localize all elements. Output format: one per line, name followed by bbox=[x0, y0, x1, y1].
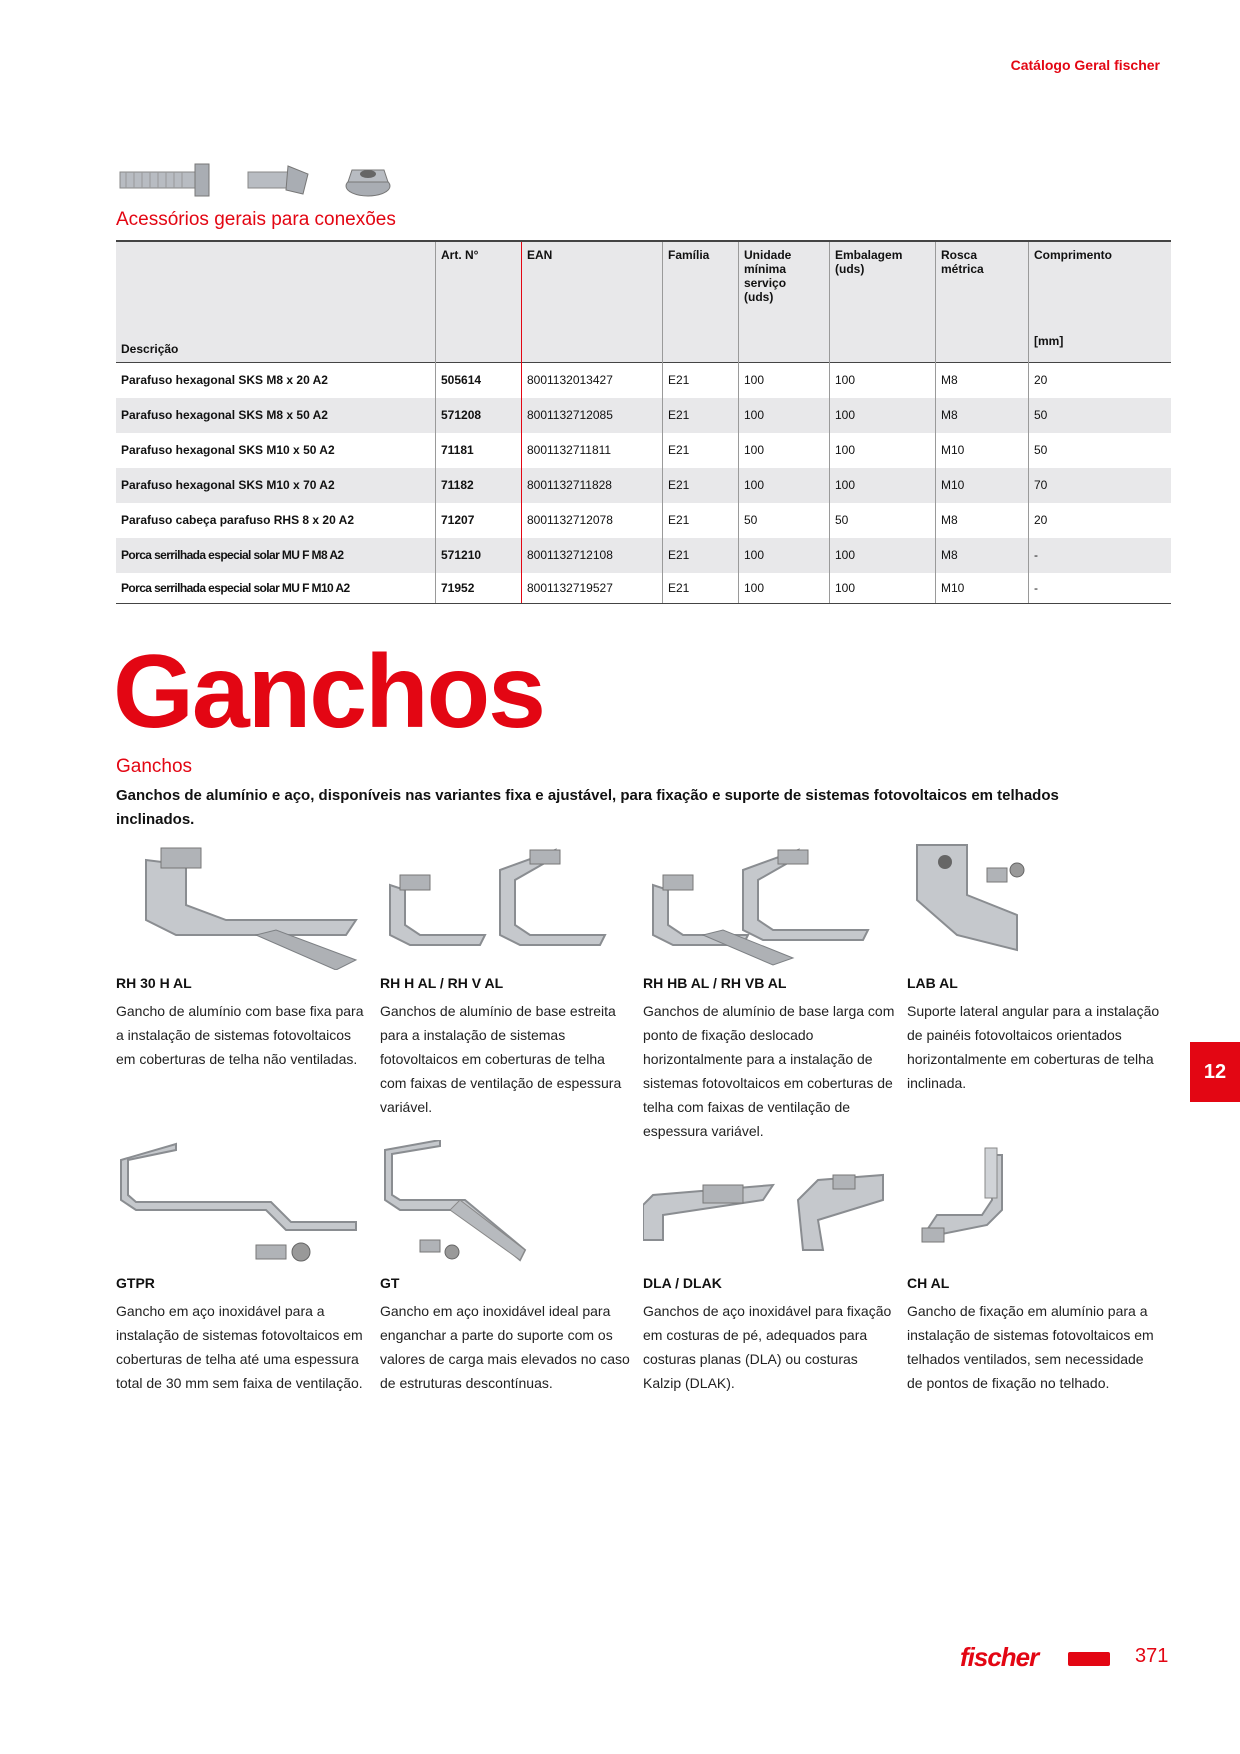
table-row bbox=[116, 538, 1171, 573]
cell-min-unit: 100 bbox=[739, 362, 830, 398]
cell-description: Parafuso cabeça parafuso RHS 8 x 20 A2 bbox=[121, 513, 354, 527]
col-header-min-unit-label: Unidade mínima serviço (uds) bbox=[744, 248, 792, 304]
product-image bbox=[380, 840, 635, 975]
accessories-illustration bbox=[118, 160, 418, 200]
cell-description: Parafuso hexagonal SKS M8 x 20 A2 bbox=[121, 373, 328, 387]
cell-packaging: 100 bbox=[830, 468, 936, 503]
cell-description: Porca serrilhada especial solar MU F M10 A2 bbox=[116, 573, 436, 604]
cell-packaging: 100 bbox=[830, 573, 936, 604]
product-image bbox=[907, 1140, 1162, 1275]
accessories-section-title: Acessórios gerais para conexões bbox=[116, 209, 396, 230]
table-row bbox=[116, 433, 1171, 468]
cell-description: Parafuso hexagonal SKS M10 x 70 A2 bbox=[116, 468, 436, 503]
table-row bbox=[116, 503, 1171, 538]
cell-packaging: 100 bbox=[830, 398, 936, 433]
product-name: CH AL bbox=[907, 1275, 950, 1291]
steel-hook-image bbox=[116, 1140, 366, 1270]
cell-art-number: 571210 bbox=[436, 538, 522, 573]
cell-min-unit: 100 bbox=[739, 398, 830, 433]
cell-min-unit: 100 bbox=[739, 433, 830, 468]
chapter-tab[interactable]: 12 bbox=[1190, 1042, 1240, 1102]
product-rh30hal bbox=[116, 840, 371, 1071]
product-name: GT bbox=[380, 1275, 400, 1291]
cell-thread: M10 bbox=[936, 468, 1029, 503]
product-name: RH HB AL / RH VB AL bbox=[643, 975, 787, 991]
cell-length: 20 bbox=[1029, 362, 1172, 398]
cell-thread: M8 bbox=[936, 538, 1029, 573]
cell-length: - bbox=[1029, 538, 1172, 573]
page-number: 371 bbox=[1135, 1645, 1169, 1667]
section-intro: Ganchos de alumínio e aço, disponíveis nas variantes fixa e ajustável, para fixação e suporte de sistemas fotovoltaicos em telhados inclinados. bbox=[116, 787, 1059, 828]
product-name: RH H AL / RH V AL bbox=[380, 975, 504, 991]
product-image bbox=[116, 840, 371, 975]
hammer-head-bolt-image bbox=[248, 166, 308, 194]
cell-packaging: 50 bbox=[830, 503, 936, 538]
product-description: Suporte lateral angular para a instalação de painéis fotovoltaicos orientados horizontalmente em coberturas de telha inclinada. bbox=[907, 1003, 1160, 1091]
product-description: Gancho em aço inoxidável ideal para enganchar a parte do suporte com os valores de carga mais elevados no caso de estruturas descontínuas. bbox=[380, 1303, 630, 1391]
cell-length: 50 bbox=[1029, 433, 1172, 468]
product-chal bbox=[907, 1140, 1162, 1395]
catalog-title: Catálogo Geral fischer bbox=[1010, 57, 1160, 73]
cell-length: - bbox=[1029, 573, 1172, 604]
product-image bbox=[643, 840, 898, 975]
section-subtitle: Ganchos bbox=[116, 756, 193, 777]
product-description: Gancho em aço inoxidável para a instalação de sistemas fotovoltaicos em coberturas de telha até uma espessura total de 30 mm sem faixa de ventilação. bbox=[116, 1303, 363, 1391]
cell-length: 50 bbox=[1029, 398, 1172, 433]
product-image bbox=[380, 1140, 635, 1275]
product-name: DLA / DLAK bbox=[643, 1275, 722, 1291]
cell-min-unit: 50 bbox=[739, 503, 830, 538]
cell-length: 70 bbox=[1029, 468, 1172, 503]
cell-min-unit: 100 bbox=[739, 538, 830, 573]
aluminium-hook-image bbox=[907, 1140, 1157, 1270]
cell-family: E21 bbox=[663, 573, 739, 604]
col-header-length bbox=[1029, 241, 1172, 362]
table-header-row bbox=[116, 241, 1171, 362]
angle-bracket-image bbox=[907, 840, 1157, 970]
product-gtpr bbox=[116, 1140, 371, 1395]
cell-family: E21 bbox=[663, 398, 739, 433]
cell-packaging: 100 bbox=[830, 538, 936, 573]
hex-bolt-image bbox=[120, 164, 209, 196]
cell-packaging: 100 bbox=[830, 362, 936, 398]
product-description: Ganchos de alumínio de base estreita para a instalação de sistemas fotovoltaicos em coberturas de telha com faixas de ventilação de espessura variável. bbox=[380, 1003, 622, 1115]
col-header-thread-label: Rosca métrica bbox=[941, 248, 984, 276]
cell-art-number: 505614 bbox=[436, 362, 522, 398]
col-header-thread bbox=[936, 241, 1029, 362]
cell-ean: 8001132711811 bbox=[522, 433, 663, 468]
product-image bbox=[643, 1140, 898, 1275]
product-dla-dlak bbox=[643, 1140, 898, 1395]
product-name: LAB AL bbox=[907, 975, 958, 991]
cell-ean: 8001132712078 bbox=[522, 503, 663, 538]
standing-seam-clamp-image bbox=[643, 1140, 893, 1270]
serrated-nut-image bbox=[346, 170, 390, 196]
cell-family: E21 bbox=[663, 468, 739, 503]
cell-thread: M8 bbox=[936, 362, 1029, 398]
cell-ean: 8001132711828 bbox=[522, 468, 663, 503]
col-header-art-number: Art. N° bbox=[436, 241, 522, 362]
product-description: Gancho de alumínio com base fixa para a instalação de sistemas fotovoltaicos em coberturas de telha não ventiladas. bbox=[116, 1003, 364, 1067]
cell-thread: M10 bbox=[936, 573, 1029, 604]
product-image bbox=[116, 1140, 371, 1275]
product-rhhbal-rhvbal bbox=[643, 840, 898, 1143]
chapter-heading: Ganchos bbox=[113, 634, 544, 750]
table-row bbox=[116, 468, 1171, 503]
col-header-packaging-label: Embalagem (uds) bbox=[835, 248, 903, 276]
col-header-ean: EAN bbox=[522, 241, 663, 362]
product-name: RH 30 H AL bbox=[116, 975, 192, 991]
steel-hook-image bbox=[380, 1140, 630, 1270]
table-row bbox=[116, 398, 1171, 433]
roof-hook-image bbox=[643, 840, 893, 970]
table-row bbox=[116, 362, 1171, 398]
col-header-family: Família bbox=[663, 241, 739, 362]
brand-logo: fischer bbox=[960, 1642, 1039, 1672]
col-header-min-unit bbox=[739, 241, 830, 362]
table-row bbox=[116, 573, 1171, 604]
cell-packaging: 100 bbox=[830, 433, 936, 468]
cell-family: E21 bbox=[663, 433, 739, 468]
product-labal bbox=[907, 840, 1162, 1095]
col-header-length-label: Comprimento bbox=[1034, 248, 1112, 262]
cell-length: 20 bbox=[1029, 503, 1172, 538]
cell-description: Parafuso hexagonal SKS M8 x 50 A2 bbox=[116, 398, 436, 433]
cell-thread: M10 bbox=[936, 433, 1029, 468]
cell-family: E21 bbox=[663, 503, 739, 538]
cell-ean: 8001132712085 bbox=[522, 398, 663, 433]
col-header-length-unit: [mm] bbox=[1034, 334, 1064, 348]
cell-art-number: 571208 bbox=[436, 398, 522, 433]
cell-ean: 8001132712108 bbox=[522, 538, 663, 573]
cell-thread: M8 bbox=[936, 398, 1029, 433]
cell-family: E21 bbox=[663, 362, 739, 398]
cell-description: Parafuso hexagonal SKS M10 x 50 A2 bbox=[121, 443, 335, 457]
brand-logo-icon bbox=[1068, 1652, 1110, 1666]
cell-min-unit: 100 bbox=[739, 573, 830, 604]
cell-ean: 8001132013427 bbox=[522, 362, 663, 398]
cell-art-number: 71952 bbox=[436, 573, 522, 604]
product-description: Ganchos de alumínio de base larga com ponto de fixação deslocado horizontalmente para a instalação de sistemas fotovoltaicos em coberturas de telha com faixas de ventilação de espessura variável. bbox=[643, 1003, 895, 1139]
cell-description: Porca serrilhada especial solar MU F M8 A2 bbox=[116, 538, 436, 573]
cell-art-number: 71181 bbox=[436, 433, 522, 468]
product-description: Gancho de fixação em alumínio para a instalação de sistemas fotovoltaicos em telhados ventilados, sem necessidade de pontos de fixação no telhado. bbox=[907, 1303, 1154, 1391]
cell-art-number: 71182 bbox=[436, 468, 522, 503]
roof-hook-image bbox=[116, 840, 366, 970]
product-gt bbox=[380, 1140, 635, 1395]
roof-hook-image bbox=[380, 840, 630, 970]
cell-min-unit: 100 bbox=[739, 468, 830, 503]
product-image bbox=[907, 840, 1162, 975]
product-rhhal-rhval bbox=[380, 840, 635, 1119]
cell-ean: 8001132719527 bbox=[522, 573, 663, 604]
cell-thread: M8 bbox=[936, 503, 1029, 538]
cell-art-number: 71207 bbox=[436, 503, 522, 538]
cell-family: E21 bbox=[663, 538, 739, 573]
product-description: Ganchos de aço inoxidável para fixação em costuras de pé, adequados para costuras planas (DLA) ou costuras Kalzip (DLAK). bbox=[643, 1303, 892, 1391]
accessories-table bbox=[116, 240, 1171, 604]
col-header-packaging bbox=[830, 241, 936, 362]
col-header-description: Descrição bbox=[116, 241, 436, 362]
product-name: GTPR bbox=[116, 1275, 155, 1291]
